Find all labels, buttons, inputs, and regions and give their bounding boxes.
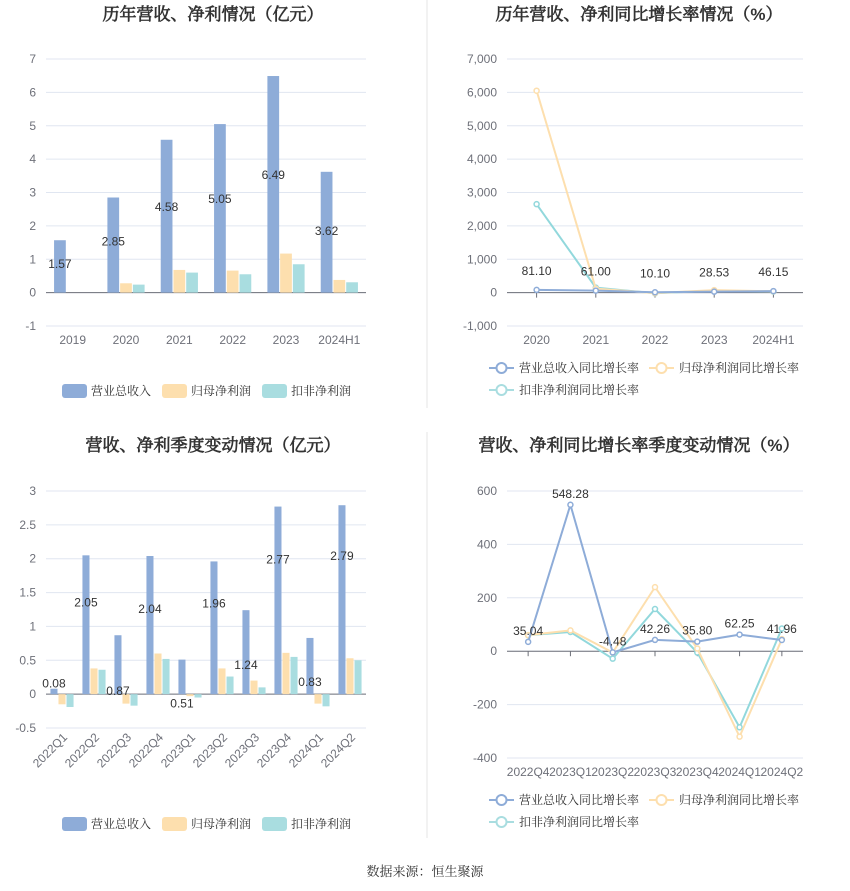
- legend-label-parent-growth[interactable]: 归母净利润同比增长率: [679, 361, 800, 375]
- c1-y-tick-label: 5: [29, 118, 36, 133]
- c3-x-tick-label: 2022Q1: [30, 730, 71, 771]
- c4-point-series1: [568, 628, 573, 633]
- c1-y-tick-label: 1: [29, 252, 36, 267]
- c1-bar-series1: [227, 271, 239, 293]
- c4-point-series2: [737, 725, 742, 730]
- c2-y-tick-label: 3,000: [466, 185, 497, 200]
- c3-bar-series2: [259, 687, 266, 694]
- c4-y-tick-label: 0: [490, 644, 497, 659]
- quarterly-revenue-profit-chart: [15, 484, 366, 770]
- c4-point-series0: [526, 639, 531, 644]
- chart1-legend: [62, 383, 351, 398]
- c1-bar-series1: [280, 254, 292, 293]
- c3-bar-series1: [282, 653, 289, 694]
- c4-data-label: -4.48: [599, 634, 627, 649]
- legend-label-deducted-growth-q[interactable]: 扣非净利润同比增长率: [519, 815, 640, 829]
- c4-data-label: 35.80: [682, 623, 713, 638]
- c3-bar-series1: [58, 694, 65, 704]
- data-source-footer: 数据来源：恒生聚源: [366, 864, 484, 879]
- c2-point-series2: [534, 202, 539, 207]
- c1-bar-series1: [333, 280, 345, 293]
- c1-y-tick-label: 7: [29, 52, 36, 66]
- annual-growth-rate-chart: [463, 52, 803, 347]
- c1-bar-series2: [186, 273, 198, 293]
- c3-bar-series2: [67, 694, 74, 707]
- legend-marker-parent-growth-q[interactable]: [657, 795, 667, 805]
- c3-bar-series1: [346, 658, 353, 694]
- c2-y-tick-label: 4,000: [466, 152, 497, 167]
- c4-point-series1: [737, 734, 742, 739]
- c1-y-tick-label: 0: [29, 285, 36, 300]
- c1-bar-series0: [161, 140, 173, 293]
- c3-x-tick-label: 2022Q4: [126, 730, 167, 771]
- c3-x-tick-label: 2022Q2: [62, 730, 103, 771]
- c3-x-tick-label: 2023Q3: [222, 730, 263, 771]
- c4-point-series1: [653, 585, 658, 590]
- c1-data-label: 1.57: [48, 257, 72, 272]
- c3-bar-series2: [163, 659, 170, 694]
- c3-x-tick-label: 2023Q1: [158, 730, 199, 771]
- c3-bar-series2: [355, 660, 362, 694]
- c4-point-series0: [653, 637, 658, 642]
- c3-bar-series1: [218, 668, 225, 694]
- c2-data-label: 46.15: [758, 265, 789, 280]
- c3-y-tick-label: 1: [29, 619, 36, 634]
- legend-label-revenue-q[interactable]: 营业总收入: [91, 817, 152, 831]
- c2-y-tick-label: 2,000: [466, 218, 497, 233]
- c3-bar-series0: [82, 555, 89, 694]
- c3-bar-series1: [314, 694, 321, 703]
- c4-x-tick-label: 2024Q1: [718, 765, 761, 779]
- chart4-legend: [489, 792, 799, 829]
- c1-data-label: 6.49: [261, 168, 285, 183]
- c3-bar-series1: [250, 681, 257, 695]
- chart1-title: 历年营收、净利情况（亿元）: [102, 5, 324, 24]
- c1-data-label: 5.05: [208, 192, 232, 207]
- legend-marker-revenue-growth[interactable]: [497, 363, 507, 373]
- c3-bar-series0: [274, 507, 281, 695]
- c1-bar-series2: [346, 282, 358, 292]
- legend-label-deducted-growth[interactable]: 扣非净利润同比增长率: [519, 383, 640, 397]
- legend-label-deducted-profit-q[interactable]: 扣非净利润: [291, 817, 352, 831]
- legend-label-revenue[interactable]: 营业总收入: [91, 384, 152, 398]
- c4-data-label: 42.26: [639, 621, 671, 636]
- c3-x-tick-label: 2022Q3: [94, 730, 135, 771]
- c2-data-label: 61.00: [580, 264, 611, 279]
- c2-y-tick-label: 1,000: [466, 252, 497, 267]
- c1-x-tick-label: 2023: [272, 333, 300, 347]
- c3-data-label: 0.87: [106, 684, 130, 699]
- c1-y-tick-label: 3: [29, 185, 36, 200]
- c2-y-tick-label: 6,000: [466, 85, 497, 100]
- c4-x-tick-label: 2022Q4: [506, 765, 550, 779]
- c3-data-label: 2.05: [74, 595, 98, 610]
- c3-bar-series0: [242, 610, 249, 694]
- chart4-title: 营收、净利同比增长率季度变动情况（%）: [478, 436, 800, 455]
- c2-x-tick-label: 2020: [523, 333, 550, 347]
- c4-y-tick-label: 600: [476, 484, 497, 498]
- c3-y-tick-label: -0.5: [15, 721, 36, 735]
- c3-y-tick-label: 0.5: [19, 653, 36, 668]
- c4-data-label: 35.04: [513, 623, 544, 638]
- c3-x-tick-label: 2024Q2: [318, 730, 359, 771]
- c1-bar-series2: [133, 285, 145, 293]
- c4-point-series1: [695, 646, 700, 651]
- c3-bar-series0: [338, 505, 345, 694]
- c2-point-series0: [771, 289, 776, 294]
- c4-point-series0: [695, 639, 700, 644]
- legend-swatch-deducted-profit-q[interactable]: [262, 817, 287, 831]
- c2-y-tick-label: 7,000: [466, 52, 497, 66]
- c3-data-label: 1.24: [234, 658, 258, 673]
- c4-x-tick-label: 2023Q1: [549, 765, 592, 779]
- c4-y-tick-label: -200: [472, 697, 497, 712]
- c1-bar-series1: [120, 283, 132, 292]
- c2-y-tick-label: 0: [490, 285, 497, 300]
- c4-data-label: 548.28: [552, 486, 589, 501]
- c2-y-tick-label: -1,000: [462, 319, 497, 333]
- c3-bar-series0: [210, 561, 217, 694]
- c1-x-tick-label: 2020: [112, 333, 140, 347]
- c3-x-tick-label: 2023Q2: [190, 730, 231, 771]
- c2-point-series0: [593, 288, 598, 293]
- c3-data-label: 0.51: [170, 696, 194, 711]
- c2-data-label: 28.53: [699, 265, 730, 280]
- c4-point-series0: [737, 632, 742, 637]
- c1-bar-series2: [240, 274, 252, 292]
- c4-data-label: 41.96: [766, 621, 797, 636]
- c3-x-tick-label: 2024Q1: [286, 730, 327, 771]
- c2-x-tick-label: 2024H1: [752, 333, 795, 347]
- c1-x-tick-label: 2022: [219, 333, 247, 347]
- c2-x-tick-label: 2022: [641, 333, 669, 347]
- c4-x-tick-label: 2023Q3: [633, 765, 677, 779]
- c4-y-tick-label: 400: [476, 537, 497, 552]
- c3-bar-series1: [90, 668, 97, 694]
- c3-bar-series2: [131, 694, 138, 706]
- legend-marker-revenue-growth-q[interactable]: [497, 795, 507, 805]
- c2-point-series0: [712, 289, 717, 294]
- legend-swatch-parent-profit[interactable]: [162, 384, 187, 398]
- quarterly-growth-rate-chart: [473, 484, 804, 779]
- c3-data-label: 2.77: [266, 552, 290, 567]
- chart2-title: 历年营收、净利同比增长率情况（%）: [495, 5, 783, 24]
- c2-x-tick-label: 2023: [700, 333, 728, 347]
- c2-y-tick-label: 5,000: [466, 118, 497, 133]
- legend-swatch-revenue-q[interactable]: [62, 817, 87, 831]
- legend-label-revenue-growth-q[interactable]: 营业总收入同比增长率: [519, 793, 640, 807]
- c3-bar-series1: [154, 654, 161, 695]
- legend-label-parent-profit-q[interactable]: 归母净利润: [191, 817, 252, 831]
- c3-bar-series2: [227, 677, 234, 695]
- c3-bar-series2: [291, 657, 298, 694]
- c4-point-series2: [610, 656, 615, 661]
- legend-label-parent-growth-q[interactable]: 归母净利润同比增长率: [679, 793, 800, 807]
- c3-data-label: 2.04: [138, 602, 162, 617]
- legend-label-revenue-growth[interactable]: 营业总收入同比增长率: [519, 361, 640, 375]
- c3-data-label: 0.08: [42, 676, 66, 691]
- c1-y-tick-label: 2: [29, 218, 36, 233]
- c2-x-tick-label: 2021: [582, 333, 610, 347]
- c3-bar-series2: [99, 670, 106, 694]
- c1-x-tick-label: 2024H1: [318, 333, 361, 347]
- legend-swatch-deducted-profit[interactable]: [262, 384, 287, 398]
- c1-bar-series0: [214, 124, 226, 293]
- c1-x-tick-label: 2019: [59, 333, 87, 347]
- legend-marker-deducted-growth[interactable]: [497, 385, 507, 395]
- c4-data-label: 62.25: [724, 616, 755, 631]
- legend-marker-parent-growth[interactable]: [657, 363, 667, 373]
- c1-x-tick-label: 2021: [165, 333, 193, 347]
- legend-label-parent-profit[interactable]: 归母净利润: [191, 384, 252, 398]
- c3-data-label: 0.83: [298, 674, 322, 689]
- c2-point-series1: [534, 88, 539, 93]
- legend-label-deducted-profit[interactable]: 扣非净利润: [291, 384, 352, 398]
- legend-swatch-parent-profit-q[interactable]: [162, 817, 187, 831]
- c1-bar-series1: [173, 270, 185, 293]
- c1-bar-series2: [293, 264, 305, 292]
- c3-bar-series2: [323, 694, 330, 706]
- c3-data-label: 2.79: [330, 549, 354, 564]
- c4-x-tick-label: 2024Q2: [760, 765, 804, 779]
- c2-point-series0: [534, 287, 539, 292]
- c2-data-label: 10.10: [639, 266, 671, 281]
- c2-line-series1: [537, 91, 774, 293]
- c3-y-tick-label: 1.5: [19, 585, 36, 600]
- c1-y-tick-label: 4: [29, 152, 36, 167]
- legend-swatch-revenue[interactable]: [62, 384, 87, 398]
- c3-y-tick-label: 2: [29, 551, 36, 566]
- c3-y-tick-label: 3: [29, 484, 36, 498]
- c4-x-tick-label: 2023Q4: [675, 765, 719, 779]
- c3-bar-series0: [178, 660, 185, 695]
- c2-point-series0: [653, 290, 658, 295]
- c4-point-series2: [653, 607, 658, 612]
- c1-y-tick-label: 6: [29, 85, 36, 100]
- c4-y-tick-label: -400: [472, 751, 497, 765]
- c3-x-tick-label: 2023Q4: [254, 730, 295, 771]
- c4-y-tick-label: 200: [476, 590, 497, 605]
- chart2-legend: [489, 360, 799, 397]
- c2-data-label: 81.10: [521, 263, 552, 278]
- c3-y-tick-label: 2.5: [19, 517, 36, 532]
- chart3-legend: [62, 816, 351, 831]
- c3-data-label: 1.96: [202, 596, 226, 611]
- c1-bar-series0: [267, 76, 279, 293]
- c3-bar-series2: [195, 694, 202, 697]
- c3-bar-series0: [146, 556, 153, 694]
- annual-revenue-profit-chart: [25, 52, 366, 347]
- c1-y-tick-label: -1: [25, 319, 36, 333]
- c4-point-series0: [779, 637, 784, 642]
- c4-point-series0: [568, 502, 573, 507]
- chart3-title: 营收、净利季度变动情况（亿元）: [85, 436, 341, 455]
- c1-data-label: 2.85: [101, 234, 125, 249]
- c1-data-label: 4.58: [154, 199, 179, 214]
- c4-x-tick-label: 2023Q2: [591, 765, 635, 779]
- legend-marker-deducted-growth-q[interactable]: [497, 817, 507, 827]
- c3-y-tick-label: 0: [29, 687, 36, 702]
- c1-data-label: 3.62: [314, 223, 339, 238]
- c4-point-series0: [610, 650, 615, 655]
